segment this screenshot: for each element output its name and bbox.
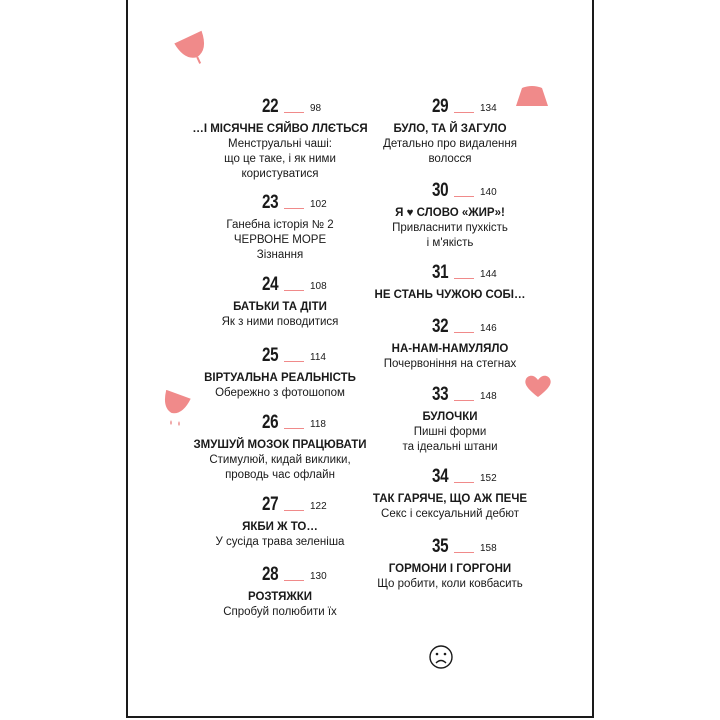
chapter-title: ВІРТУАЛЬНА РЕАЛЬНІСТЬ: [204, 372, 356, 384]
chapter-subtitle: Стимулюй, кидай виклики,: [209, 454, 351, 466]
chapter-number: 24: [261, 274, 278, 295]
chapter-subtitle: Ганебна історія № 2: [226, 219, 334, 231]
sad-face-icon: [428, 644, 454, 670]
chapter-number: 26: [261, 412, 278, 433]
leader-line: [454, 332, 474, 334]
page-number: 118: [310, 419, 326, 430]
leader-line: [284, 361, 304, 363]
toc-entry[interactable]: [340, 178, 560, 251]
leader-line: [284, 290, 304, 292]
chapter-subtitle: ЧЕРВОНЕ МОРЕ: [233, 234, 327, 246]
chapter-title: БАТЬКИ ТА ДІТИ: [233, 301, 327, 313]
page-number: 148: [480, 391, 497, 402]
page-number: 122: [310, 501, 327, 512]
chapter-number: 25: [261, 345, 278, 366]
chapter-title: РОЗТЯЖКИ: [247, 591, 313, 603]
chapter-number: 28: [261, 564, 278, 585]
chapter-number: 29: [431, 96, 448, 117]
chapter-number-row: [340, 94, 560, 116]
chapter-subtitle: Привласнити пухкість: [392, 222, 508, 234]
toc-entry[interactable]: [340, 464, 560, 522]
page-number: 130: [310, 571, 327, 582]
page-number: 114: [310, 352, 326, 363]
page-number: 108: [310, 281, 327, 292]
chapter-number: 33: [431, 384, 448, 405]
chapter-title: …І МІСЯЧНЕ СЯЙВО ЛЛЄТЬСЯ: [192, 123, 368, 135]
leader-line: [454, 482, 474, 484]
page-number: 144: [480, 269, 497, 280]
chapter-title: ЯКБИ Ж ТО…: [242, 521, 318, 533]
toc-entry[interactable]: [340, 260, 560, 303]
page-number: 140: [480, 187, 497, 198]
chapter-number: 27: [261, 494, 278, 515]
toc-entry[interactable]: [340, 382, 560, 455]
chapter-subtitle: Зізнання: [256, 249, 304, 261]
chapter-title: НЕ СТАНЬ ЧУЖОЮ СОБІ…: [374, 289, 526, 301]
leader-line: [284, 112, 304, 114]
menstrual-cup-icon: [172, 30, 214, 66]
page-number: 158: [480, 543, 497, 554]
page-number: 102: [310, 199, 327, 210]
page-number: 152: [480, 473, 497, 484]
chapter-number: 30: [431, 180, 448, 201]
leader-line: [284, 208, 304, 210]
chapter-number-row: [340, 314, 560, 336]
chapter-subtitle: і м'якість: [426, 237, 474, 249]
leader-line: [454, 278, 474, 280]
leader-line: [284, 580, 304, 582]
leader-line: [454, 552, 474, 554]
chapter-number: 35: [431, 536, 448, 557]
chapter-subtitle: Менструальні чаші:: [228, 138, 332, 150]
toc-entry[interactable]: [340, 534, 560, 592]
leader-line: [284, 510, 304, 512]
leader-line: [284, 428, 304, 430]
chapter-subtitle: проводь час офлайн: [225, 469, 335, 481]
page-number: 98: [310, 103, 322, 114]
toc-entry[interactable]: [340, 94, 560, 167]
chapter-number: 34: [431, 466, 448, 487]
chapter-subtitle: Пишні форми: [413, 426, 487, 438]
chapter-subtitle: Секс і сексуальний дебют: [381, 508, 519, 520]
page-number: 146: [480, 323, 497, 334]
book-page: [126, 0, 594, 718]
chapter-number: 23: [261, 192, 278, 213]
chapter-number: 22: [261, 96, 278, 117]
chapter-number: 32: [431, 316, 448, 337]
chapter-number-row: [340, 464, 560, 486]
chapter-subtitle: що це таке, і як ними: [224, 153, 336, 165]
chapter-subtitle: Обережно з фотошопом: [215, 387, 345, 399]
chapter-subtitle: Детально про видалення: [383, 138, 517, 150]
chapter-title: ЗМУШУЙ МОЗОК ПРАЦЮВАТИ: [193, 439, 367, 451]
chapter-title: НА-НАМ-НАМУЛЯЛО: [391, 343, 509, 355]
leader-line: [454, 196, 474, 198]
chapter-number: 31: [431, 262, 448, 283]
chapter-subtitle: користуватися: [241, 168, 319, 180]
chapter-number-row: [340, 534, 560, 556]
toc-entry[interactable]: [340, 314, 560, 372]
chapter-title: ГОРМОНИ І ГОРГОНИ: [388, 563, 512, 575]
chapter-number-row: [340, 260, 560, 282]
leader-line: [454, 112, 474, 114]
chapter-title: ТАК ГАРЯЧЕ, ЩО АЖ ПЕЧЕ: [372, 493, 528, 505]
chapter-number-row: [340, 382, 560, 404]
chapter-subtitle: Що робити, коли ковбасить: [377, 578, 523, 590]
chapter-subtitle: Спробуй полюбити їх: [223, 606, 337, 618]
chapter-title: Я ♥ СЛОВО «ЖИР»!: [395, 207, 505, 219]
chapter-title: БУЛОЧКИ: [422, 411, 478, 423]
chapter-subtitle: У сусіда трава зеленіша: [215, 536, 345, 548]
page-number: 134: [480, 103, 497, 114]
chapter-subtitle: Почервоніння на стегнах: [383, 358, 517, 370]
chapter-subtitle: волосся: [428, 153, 472, 165]
chapter-title: БУЛО, ТА Й ЗАГУЛО: [393, 123, 507, 135]
chapter-subtitle: Як з ними поводитися: [221, 316, 339, 328]
leader-line: [454, 400, 474, 402]
chapter-subtitle: та ідеальні штани: [402, 441, 498, 453]
chapter-number-row: [340, 178, 560, 200]
